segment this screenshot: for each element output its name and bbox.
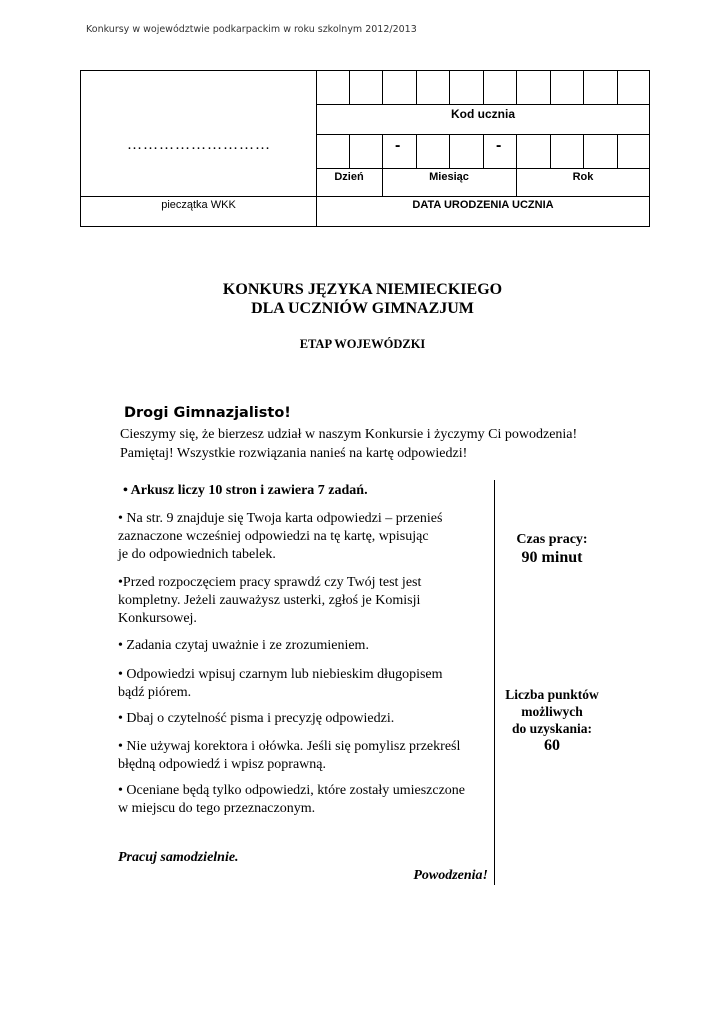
code-box-divider bbox=[416, 71, 417, 104]
date-box-divider bbox=[382, 134, 383, 196]
month-label: Miesiąc bbox=[429, 171, 469, 183]
code-row-bottom bbox=[316, 104, 650, 105]
code-box-divider bbox=[349, 71, 350, 104]
time-label: Czas pracy: bbox=[516, 532, 588, 547]
code-box-divider bbox=[583, 71, 584, 104]
intro-line-2: Pamiętaj! Wszystkie rozwiązania nanieś na kartę odpowiedzi! bbox=[120, 446, 468, 461]
code-box-divider bbox=[516, 71, 517, 104]
date-box-divider bbox=[349, 134, 350, 168]
code-box-divider bbox=[449, 71, 450, 104]
rule-item: • Dbaj o czytelność pisma i precyzję odpowiedzi. bbox=[118, 711, 395, 726]
date-box-divider bbox=[516, 134, 517, 196]
work-alone-note: Pracuj samodzielnie. bbox=[118, 850, 239, 865]
year-label: Rok bbox=[572, 171, 594, 183]
student-id-form bbox=[80, 70, 650, 227]
intro-text bbox=[120, 425, 577, 463]
date-separator-2: - bbox=[496, 137, 502, 154]
good-luck-note: Powodzenia! bbox=[413, 868, 488, 883]
date-separator-1: - bbox=[395, 137, 401, 154]
code-box-divider bbox=[550, 71, 551, 104]
stamp-placeholder: ……………………… bbox=[127, 137, 271, 153]
date-row-bottom bbox=[316, 168, 650, 169]
birth-date-label: DATA URODZENIA UCZNIA bbox=[412, 199, 554, 211]
code-box-divider bbox=[483, 71, 484, 104]
rule-item: • Arkusz liczy 10 stron i zawiera 7 zadań. bbox=[123, 483, 368, 498]
contest-stage: ETAP WOJEWÓDZKI bbox=[299, 337, 426, 351]
contest-title-line1: KONKURS JĘZYKA NIEMIECKIEGO bbox=[222, 281, 503, 298]
points-label: Liczba punktów możliwych do uzyskania: bbox=[505, 687, 599, 736]
date-box-divider bbox=[617, 134, 618, 168]
date-box-divider bbox=[583, 134, 584, 168]
contest-title-line2: DLA UCZNIÓW GIMNAZJUM bbox=[251, 300, 474, 317]
date-box-divider bbox=[550, 134, 551, 168]
student-code-label: Kod ucznia bbox=[450, 107, 515, 121]
code-box-divider bbox=[382, 71, 383, 104]
footer-row-top bbox=[81, 196, 650, 197]
date-box-divider bbox=[449, 134, 450, 168]
time-value: 90 minut bbox=[521, 549, 583, 566]
rule-item: • Zadania czytaj uważnie i ze zrozumieniem. bbox=[118, 638, 369, 653]
rule-item: • Na str. 9 znajduje się Twoja karta odpowiedzi – przenieś zaznaczone wcześniej odpowiedzi na tę kartę, wpisując je do odpowiednich tabelek. bbox=[118, 511, 443, 562]
code-box-divider bbox=[617, 71, 618, 104]
running-header: Konkursy w województwie podkarpackim w roku szkolnym 2012/2013 bbox=[86, 24, 417, 35]
date-box-divider bbox=[483, 134, 484, 168]
points-value: 60 bbox=[544, 737, 560, 754]
day-label: Dzień bbox=[334, 171, 364, 183]
intro-line-1: Cieszymy się, że bierzesz udział w naszym Konkursie i życzymy Ci powodzenia! bbox=[120, 427, 578, 442]
rule-item: • Odpowiedzi wpisuj czarnym lub niebieskim długopisem bądź piórem. bbox=[118, 667, 443, 700]
greeting: Drogi Gimnazjalisto! bbox=[124, 405, 291, 421]
rule-item: •Przed rozpoczęciem pracy sprawdź czy Twój test jest kompletny. Jeżeli zauważysz usterki, zgłoś je Komisji Konkursowej. bbox=[118, 575, 422, 626]
date-box-divider bbox=[416, 134, 417, 168]
rule-item: • Oceniane będą tylko odpowiedzi, które zostały umieszczone w miejscu do tego przeznaczonym. bbox=[118, 783, 465, 816]
instructions-panel bbox=[118, 480, 495, 885]
stamp-label: pieczątka WKK bbox=[161, 199, 236, 211]
rule-item: • Nie używaj korektora i ołówka. Jeśli się pomylisz przekreśl błędną odpowiedź i wpisz poprawną. bbox=[118, 739, 461, 772]
